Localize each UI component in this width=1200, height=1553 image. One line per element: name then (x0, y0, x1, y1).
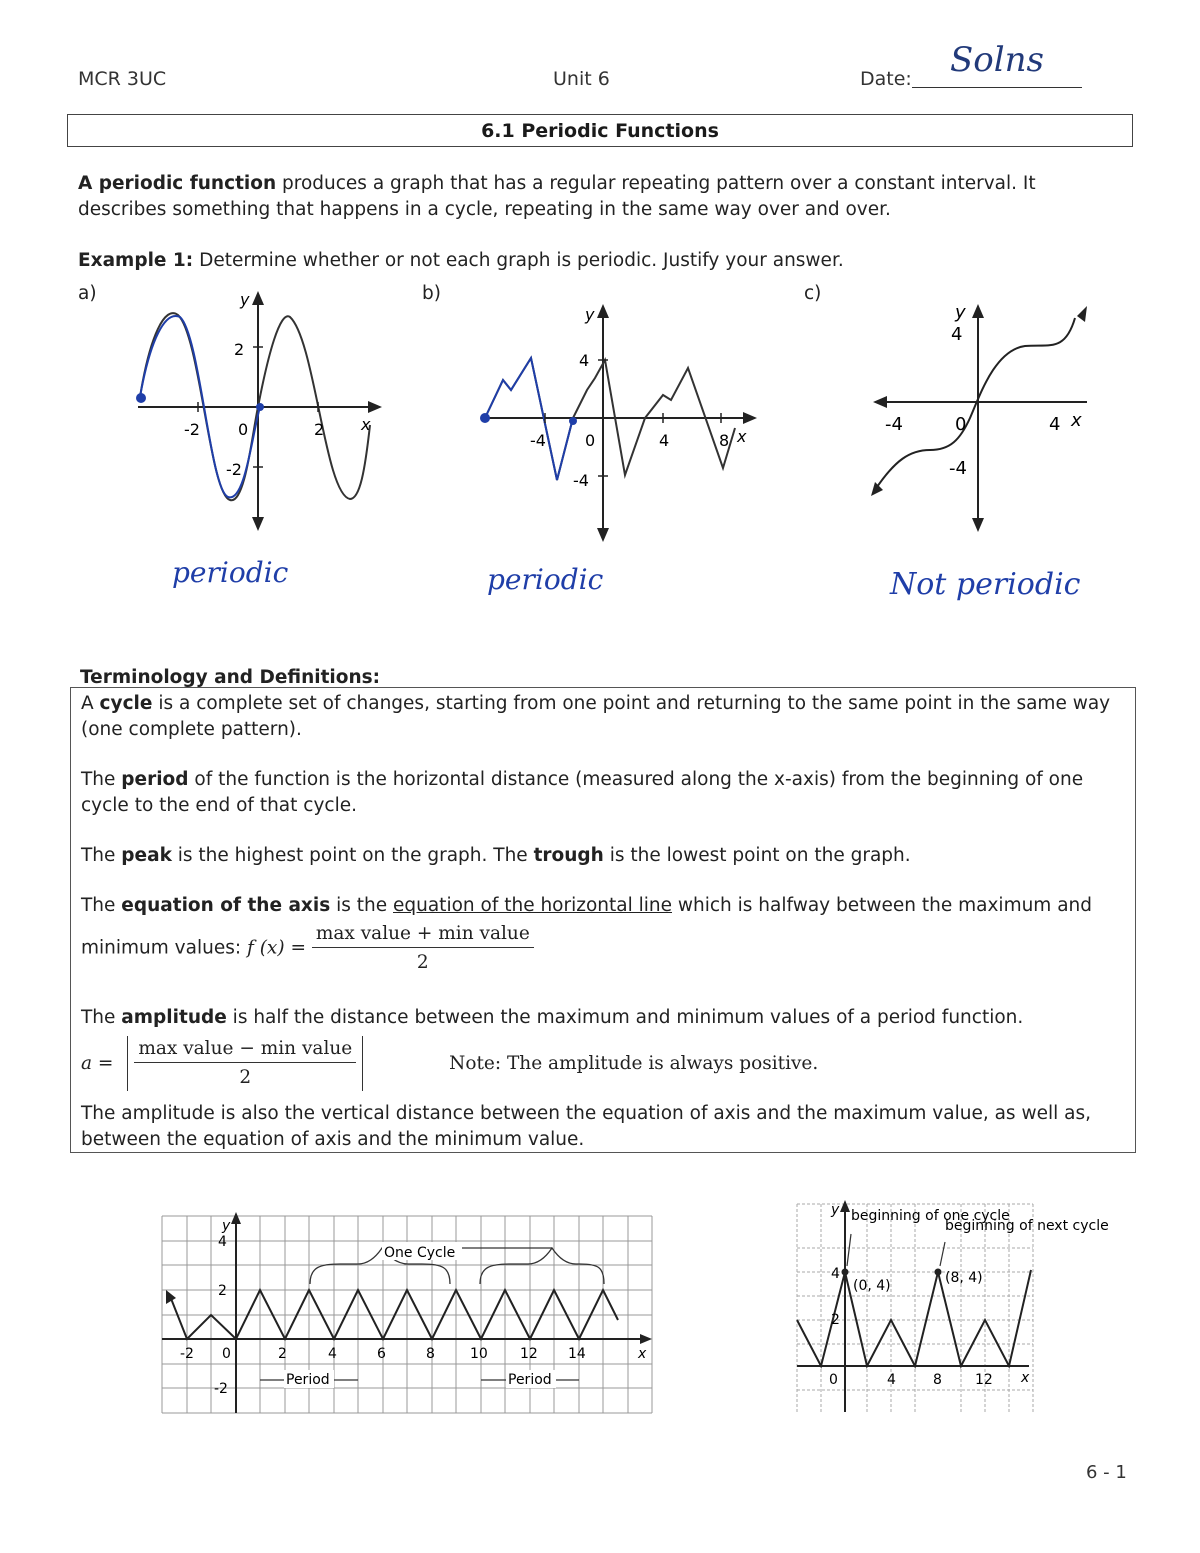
amp-fraction-numerator: max value − min value (134, 1036, 356, 1063)
graph-a-tick-0: 0 (238, 420, 249, 439)
bottom-left-graph (160, 1212, 655, 1417)
graph-b-tick-neg4x: -4 (530, 431, 546, 450)
bl-xtick-8: 8 (426, 1346, 435, 1362)
bottom-left-x-label: x (638, 1346, 647, 1362)
graph-b-y-label: y (585, 305, 595, 324)
graph-c-curve-start-arrow (871, 482, 883, 496)
axis-fraction (312, 921, 534, 976)
graph-b-tick-neg4y: -4 (573, 471, 589, 490)
definitions-box (70, 687, 1136, 1153)
beginning-one-cycle-label: beginning of one cycle (851, 1208, 1010, 1224)
amp-fraction (134, 1036, 356, 1091)
graph-b-tick-4y: 4 (579, 351, 590, 370)
course-code: MCR 3UC (78, 68, 167, 90)
bl-xtick-4: 4 (328, 1346, 337, 1362)
bottom-right-y-label: y (831, 1202, 840, 1218)
period-label-2: Period (508, 1372, 552, 1388)
amplitude-text: is half the distance between the maximum and minimum values of a period function. (226, 1007, 1024, 1028)
graph-a-tick-neg2y: -2 (226, 460, 242, 479)
graph-c-y-down-arrow (972, 518, 984, 532)
graph-a-x-arrow (368, 401, 382, 413)
graph-b-letter: b) (422, 283, 441, 304)
graph-c-tick-neg4y: -4 (949, 458, 967, 479)
br-xtick-4: 4 (887, 1372, 896, 1388)
amp-fraction-denominator: 2 (239, 1067, 252, 1088)
graph-c-curve-end-arrow (1077, 306, 1087, 322)
bl-xtick-neg2: -2 (180, 1346, 194, 1362)
bl-xtick-12: 12 (520, 1346, 538, 1362)
graph-a-tick-2: 2 (234, 340, 245, 359)
example1-heading (78, 248, 1118, 274)
one-cycle-label: One Cycle (384, 1245, 456, 1261)
cycle-text: is a complete set of changes, starting from one point and returning to the same point in the same way (one complete pattern). (81, 693, 1111, 740)
amplitude-extra: The amplitude is also the vertical distance between the equation of axis and the maximum value, as well as, between the equation of axis and the minimum value. (81, 1103, 1091, 1150)
axis-definition (81, 893, 1121, 919)
graph-b-tick-4x: 4 (659, 431, 670, 450)
graph-a-y-arrow (252, 291, 264, 305)
graph-b-x-arrow (743, 412, 757, 424)
axis-term: equation of the axis (121, 895, 331, 916)
point-0-4-label: (0, 4) (853, 1278, 891, 1294)
answer-a: periodic (172, 556, 289, 589)
graph-b-y-down-arrow (597, 528, 609, 542)
graph-c-tick-0: 0 (955, 414, 967, 435)
one-cycle-brace-right (480, 1248, 604, 1284)
axis-text: which is halfway between the maximum and (672, 895, 1093, 916)
br-xtick-8: 8 (933, 1372, 942, 1388)
graph-b-tick-8x: 8 (719, 431, 730, 450)
amp-abs-bars (127, 1036, 363, 1091)
axis-formula-lead: minimum values: (81, 937, 247, 959)
graph-a (120, 285, 390, 535)
graph-a-letter: a) (78, 283, 97, 304)
br-xtick-12: 12 (975, 1372, 993, 1388)
period-label-1: Period (286, 1372, 330, 1388)
peak-pre: The (81, 845, 122, 866)
bl-xtick-6: 6 (377, 1346, 386, 1362)
axis-mid: is the (330, 895, 393, 916)
unit-label: Unit 6 (553, 68, 610, 90)
date-line (912, 87, 1082, 88)
graph-a-tick-2x: 2 (314, 420, 325, 439)
graph-a-start-dot (136, 393, 146, 403)
date-label: Date: (860, 68, 912, 90)
axis-formula (81, 921, 1121, 976)
bl-ytick-2: 2 (218, 1283, 227, 1299)
beginning-next-cycle-label: beginning of next cycle (945, 1218, 1109, 1234)
amplitude-formula (81, 1036, 1121, 1091)
amp-pre: The (81, 1007, 122, 1028)
graph-a-tick-neg2x: -2 (184, 420, 200, 439)
bl-xtick-14: 14 (568, 1346, 586, 1362)
br-ytick-4: 4 (831, 1266, 840, 1282)
graph-a-end-dot (256, 403, 264, 411)
axis-underlined: equation of the horizontal line (393, 895, 672, 916)
cycle-pre: A (81, 693, 100, 714)
amplitude-definition (81, 1005, 1121, 1031)
intro-paragraph (78, 171, 1118, 223)
period-pre: The (81, 769, 122, 790)
answer-b: periodic (487, 563, 604, 596)
cycle-definition (81, 691, 1121, 743)
bl-xtick-2: 2 (278, 1346, 287, 1362)
graph-b-tick-0: 0 (585, 431, 596, 450)
graph-b (475, 300, 765, 545)
answer-c: Not periodic (890, 567, 1081, 602)
period-definition (81, 767, 1121, 819)
period-term: period (121, 769, 189, 790)
bl-ytick-4: 4 (218, 1234, 227, 1250)
graph-c-curve (875, 318, 1075, 490)
br-xtick-0: 0 (829, 1372, 838, 1388)
graph-b-start-dot (480, 413, 490, 423)
axis-pre: The (81, 895, 122, 916)
cycle-term: cycle (99, 693, 153, 714)
graph-c-tick-neg4x: -4 (885, 414, 903, 435)
terminology-heading: Terminology and Definitions: (80, 667, 381, 688)
bottom-right-x-label: x (1021, 1370, 1030, 1386)
trough-text: is the lowest point on the graph. (603, 845, 911, 866)
axis-fraction-numerator: max value + min value (312, 921, 534, 948)
example1-label: Example 1: (78, 250, 194, 271)
title-box (67, 114, 1133, 147)
br-ytick-2: 2 (831, 1312, 840, 1328)
peak-term: peak (121, 845, 172, 866)
bl-xtick-10: 10 (470, 1346, 488, 1362)
graph-c-y-label: y (955, 302, 966, 323)
graph-c-tick-4y: 4 (951, 324, 963, 345)
graph-c-tick-4x: 4 (1049, 414, 1061, 435)
graph-b-end-dot (569, 417, 577, 425)
trough-term: trough (533, 845, 604, 866)
graph-c-y-arrow (972, 304, 984, 318)
peak-trough-definition (81, 843, 1121, 869)
axis-formula-lhs: f (x) = (246, 937, 306, 959)
graph-a-y-label: y (240, 290, 250, 309)
axis-fraction-denominator: 2 (416, 952, 429, 973)
graph-c (865, 300, 1100, 535)
example1-text: Determine whether or not each graph is periodic. Justify your answer. (193, 250, 844, 271)
graph-a-y-down-arrow (252, 517, 264, 531)
graph-c-x-label: x (1071, 410, 1082, 431)
graph-a-x-label: x (361, 415, 371, 434)
peak-mid: is the highest point on the graph. The (171, 845, 534, 866)
date-handwritten: Solns (950, 40, 1044, 80)
page-title: 6.1 Periodic Functions (481, 120, 719, 142)
page-number: 6 - 1 (1086, 1462, 1127, 1483)
amplitude-term: amplitude (121, 1007, 227, 1028)
bl-xtick-0: 0 (222, 1346, 231, 1362)
bottom-right-graph (795, 1200, 1109, 1415)
graph-b-y-arrow (597, 304, 609, 318)
graph-c-letter: c) (804, 283, 822, 304)
intro-text: produces a graph that has a regular repeating pattern over a constant interval. It describes something that happens in a cycle, repeating in the same way over and over. (78, 173, 1036, 220)
graph-c-x-left-arrow (873, 396, 887, 408)
graph-b-x-label: x (737, 427, 747, 446)
bottom-left-y-label: y (222, 1218, 231, 1234)
intro-term: A periodic function (78, 173, 277, 194)
period-text: of the function is the horizontal distance (measured along the x-axis) from the beginning of one cycle to the end of that cycle. (81, 769, 1084, 816)
point-8-4-label: (8, 4) (945, 1270, 983, 1286)
amp-note: Note: The amplitude is always positive. (449, 1052, 819, 1074)
bl-ytick-neg2: -2 (214, 1381, 228, 1397)
amp-formula-lhs: a = (81, 1052, 114, 1074)
